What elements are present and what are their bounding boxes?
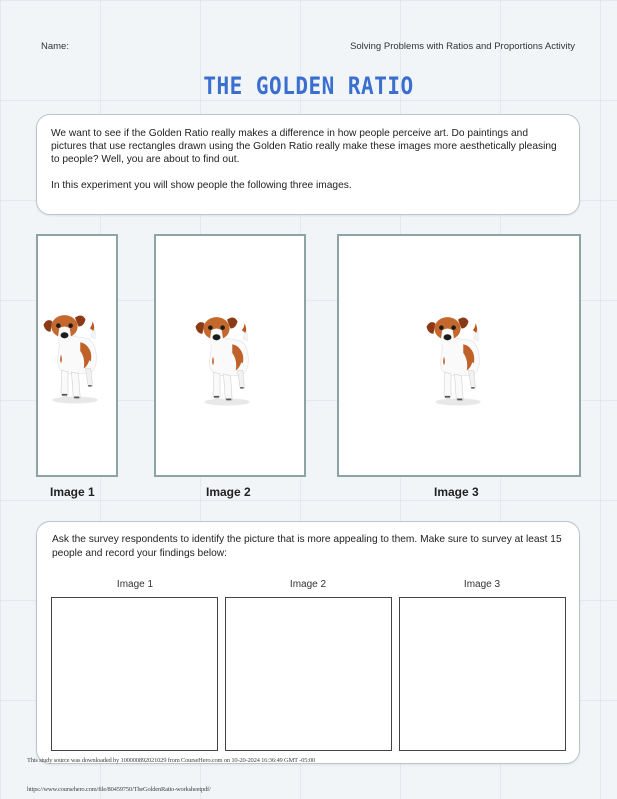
download-notice: This study source was downloaded by 100000892021029 from CourseHero.com on 10-20-2024 16:36:49 GMT -05:00 [27,757,315,764]
image-3-label: Image 3 [434,485,479,499]
survey-box [36,521,580,764]
intro-paragraph-2: In this experiment you will show people the following three images. [51,180,352,191]
image-3-frame [337,234,581,477]
survey-instructions: Ask the survey respondents to identify the picture that is more appealing to them. Make sure to survey at least 15 people and record your findings below: [52,534,562,559]
tally-label-image-3: Image 3 [463,579,501,590]
source-url[interactable]: https://www.coursehero.com/file/80459750/TheGoldenRatio-worksheetpdf/ [27,786,211,793]
tally-label-image-1: Image 1 [116,579,154,590]
page-title: THE GOLDEN RATIO [203,72,414,100]
dog-photo-icon [192,304,262,409]
image-1-frame [36,234,118,477]
tally-box-image-2[interactable] [225,597,392,751]
activity-title: Solving Problems with Ratios and Proportions Activity [350,41,575,52]
image-2-label: Image 2 [206,485,251,499]
tally-label-image-2: Image 2 [289,579,327,590]
dog-photo-icon [40,302,110,407]
image-2-frame [154,234,306,477]
image-1-label: Image 1 [50,485,95,499]
intro-paragraph-1: We want to see if the Golden Ratio really makes a difference in how people perceive art. Do paintings and pictures that use rectangles drawn using the Golden Ratio really make these images more aesthetically pleasing to people? Well, you are about to find out. [51,128,557,165]
name-label: Name: [41,41,69,52]
tally-box-image-3[interactable] [399,597,566,751]
dog-photo-icon [423,304,493,409]
tally-box-image-1[interactable] [51,597,218,751]
intro-box [36,114,580,215]
